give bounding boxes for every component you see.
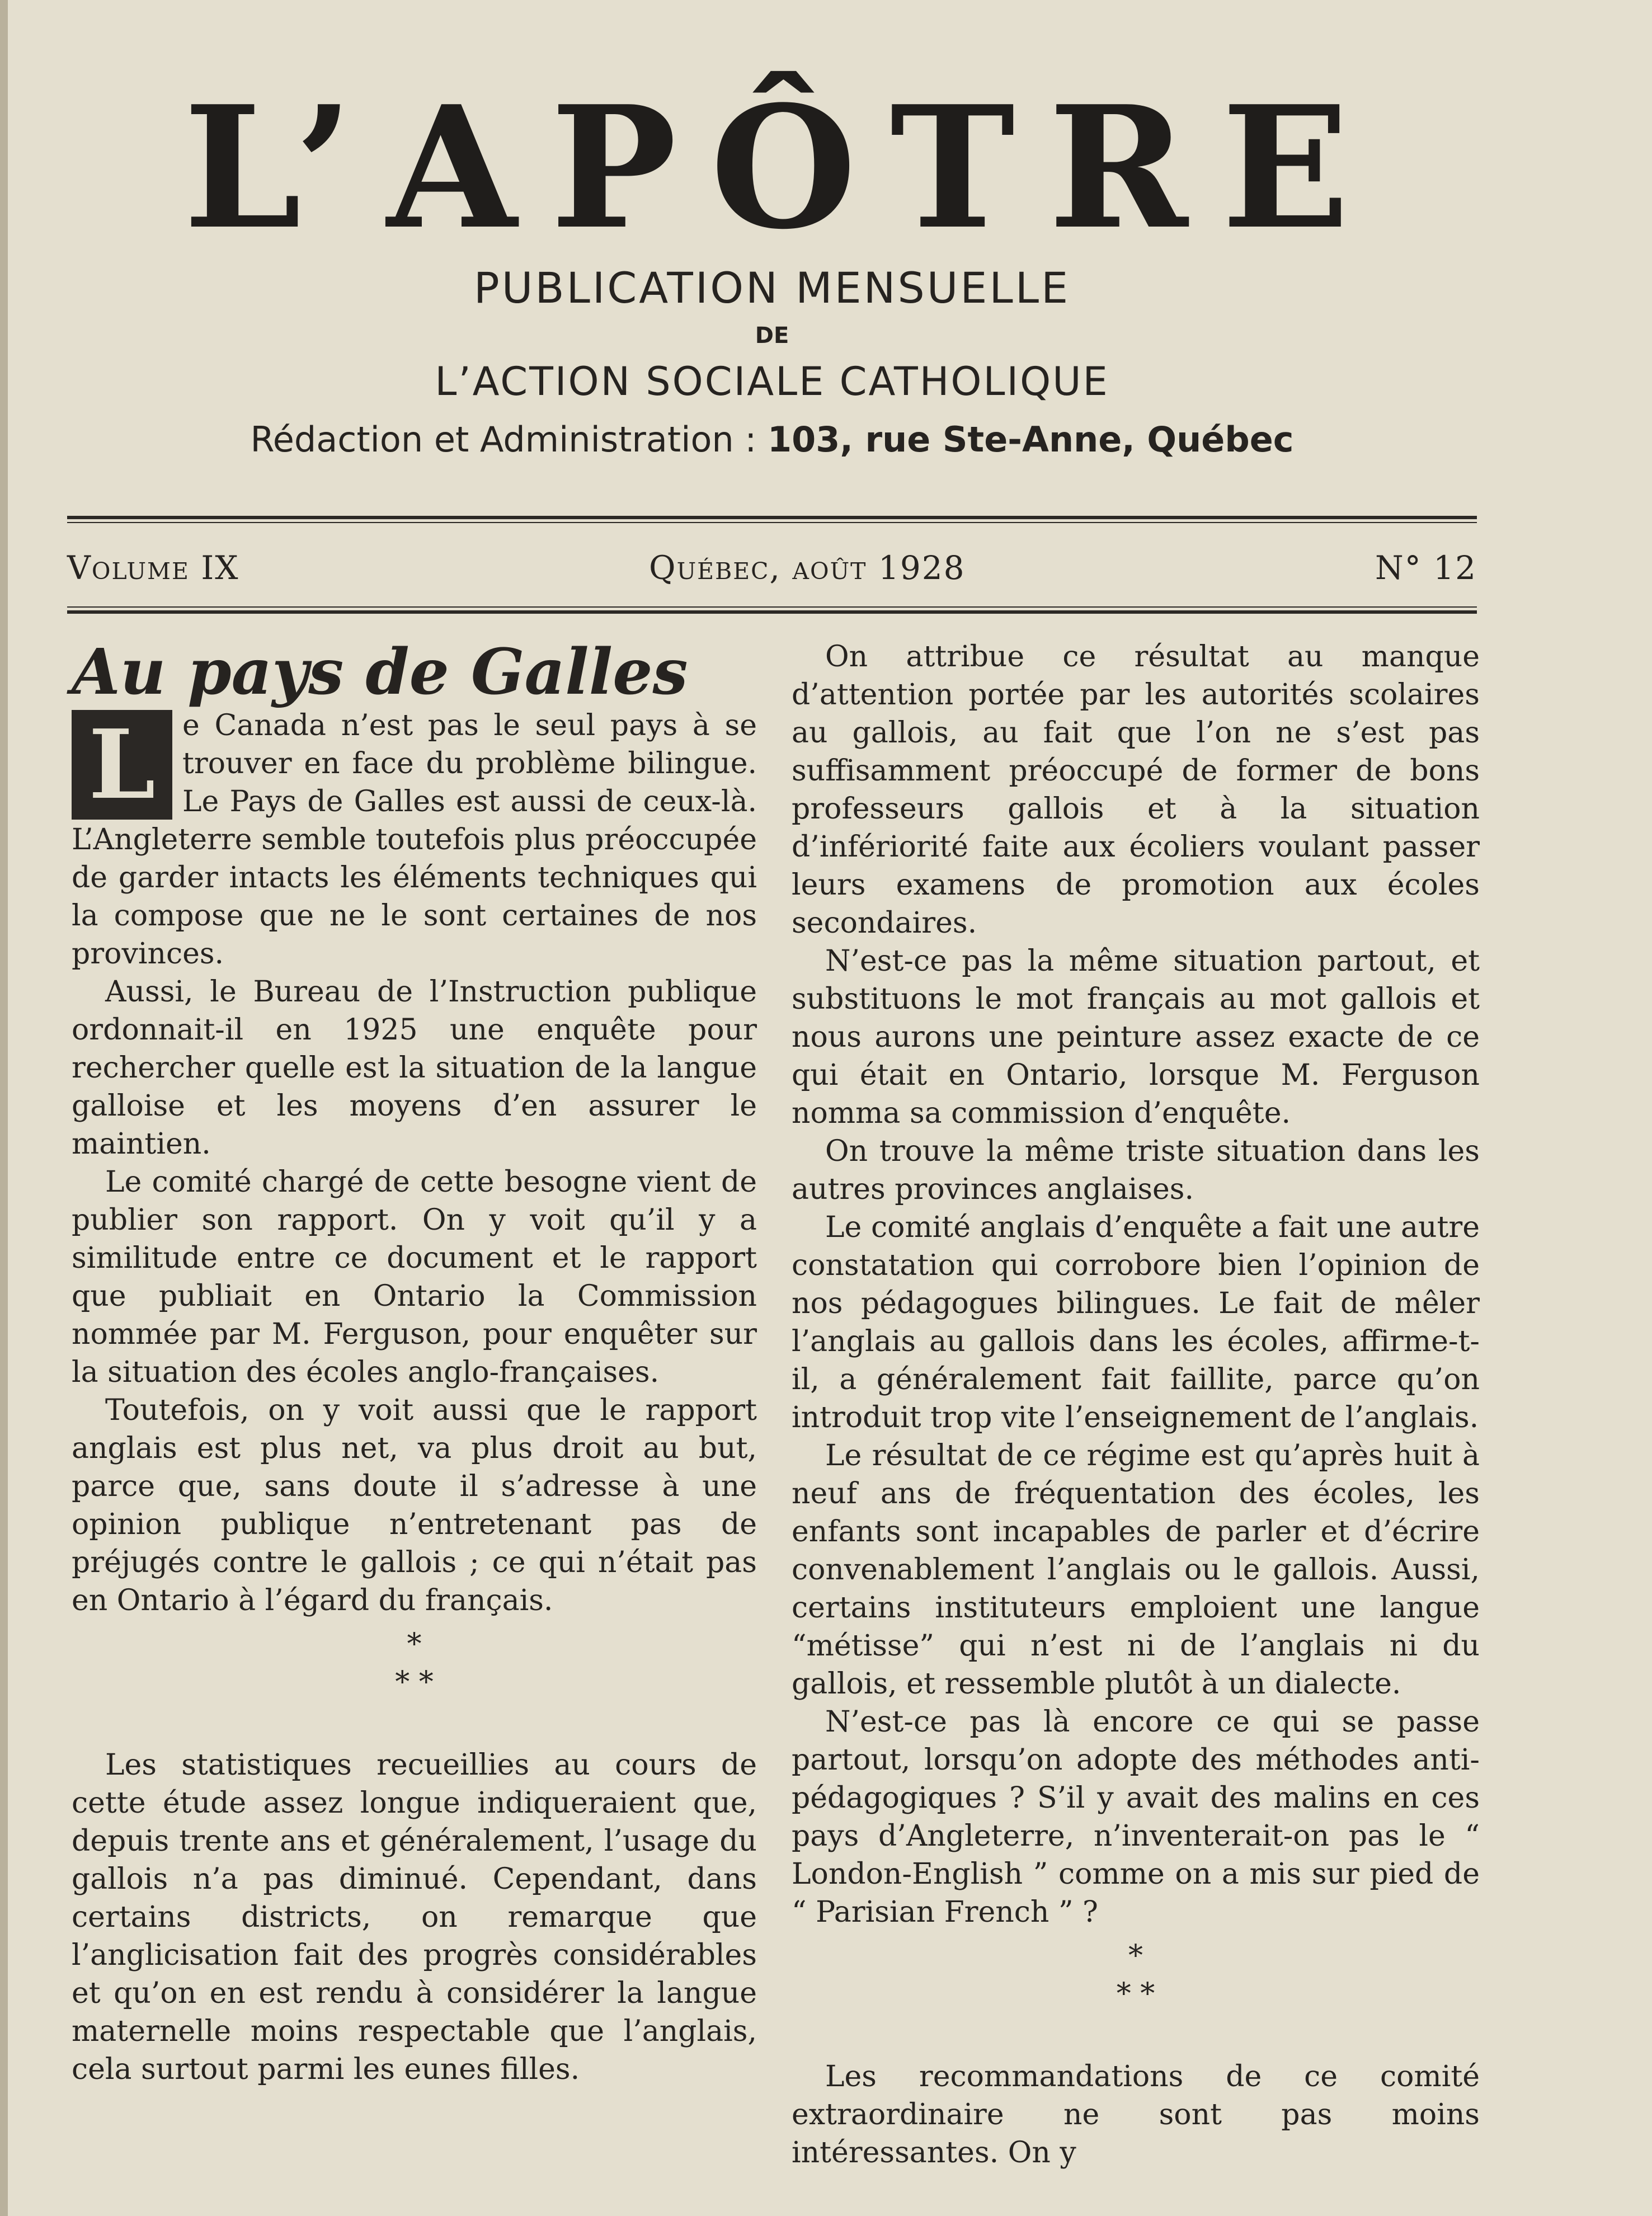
separator-star-top: * xyxy=(407,1627,422,1662)
issue-date: Québec, août 1928 xyxy=(649,549,966,587)
paragraph: N’est-ce pas là encore ce qui se passe partout, lorsqu’on adopte des méthodes anti-pédagogiques ? S’il y avait des malins en ces pays d’Angleterre, n’inventerait-on pas le “ London-English ” comme on a mis sur pied de “ Parisian French ” ? xyxy=(792,1705,1480,1929)
issue-number: N° 12 xyxy=(1375,549,1477,587)
separator-star-top: * xyxy=(1128,1939,1143,1973)
publisher-name: L’ACTION SOCIALE CATHOLIQUE xyxy=(435,359,1109,404)
address-label: Rédaction et Administration : xyxy=(250,419,757,460)
top-double-rule xyxy=(67,516,1477,523)
section-separator xyxy=(792,1937,1480,2013)
issue-info-bar xyxy=(67,545,1477,590)
journal-title: L’APÔTRE xyxy=(183,69,1383,266)
paragraph: Aussi, le Bureau de l’Instruction publique ordonnait-il en 1925 une enquête pour rechercher quelle est la situation de la langue galloise et les moyens d’en assurer le maintien. xyxy=(72,975,757,1161)
separator-stars-bottom: * * xyxy=(395,1665,434,1700)
paragraph: Le comité anglais d’enquête a fait une autre constatation qui corrobore bien l’opinion de nos pédagogues bilingues. Le fait de mêler l’anglais au gallois dans les écoles, affirme-t-il, a généralement fait faillite, parce qu’on introduit trop vite l’enseignement de l’anglais. xyxy=(792,1211,1480,1434)
paragraph: e Canada n’est pas le seul pays à se trouver en face du problème bilingue. Le Pays de Galles est aussi de ceux-là. L’Angleterre semble toutefois plus préoccupée de garder intacts les éléments techniques qui la compose que ne le sont certaines de nos provinces. xyxy=(72,709,757,971)
paragraph: Le comité chargé de cette besogne vient de publier son rapport. On y voit qu’il y a similitude entre ce document et le rapport que publiait en Ontario la Commission nommée par M. Ferguson, pour enquêter sur la situation des écoles anglo-françaises. xyxy=(72,1165,757,1390)
address-value: 103, rue Ste-Anne, Québec xyxy=(768,419,1294,460)
paragraph: Le résultat de ce régime est qu’après huit à neuf ans de fréquentation des écoles, les enfants sont incapables de parler et d’écrire convenablement l’anglais ou le gallois. Aussi, certains instituteurs emploient une langue “métisse” qui n’est ni de l’anglais ni du gallois, et ressemble plutôt à un dialecte. xyxy=(792,1439,1480,1701)
right-column xyxy=(792,638,1480,2172)
paragraph: Toutefois, on y voit aussi que le rapport anglais est plus net, va plus droit au but, parce que, sans doute il s’adresse à une opinion publique n’entretenant pas de préjugés contre le gallois ; ce qui n’était pas en Ontario à l’égard du français. xyxy=(72,1394,757,1618)
volume-label: Volume IX xyxy=(67,549,239,587)
section-separator xyxy=(72,1625,757,1701)
left-column xyxy=(72,638,757,2088)
paragraph: Les recommandations de ce comité extraordinaire ne sont pas moins intéressantes. On y xyxy=(792,2060,1480,2170)
paragraph: On trouve la même triste situation dans les autres provinces anglaises. xyxy=(792,1135,1480,1206)
separator-stars-bottom: * * xyxy=(1116,1977,1155,2011)
address-line xyxy=(67,419,1477,460)
subtitle-de: DE xyxy=(755,323,789,349)
masthead xyxy=(67,69,1477,460)
bottom-double-rule xyxy=(67,606,1477,614)
paragraph: On attribue ce résultat au manque d’attention portée par les autorités scolaires au gallois, au fait que l’on ne s’est pas suffisamment préoccupé de former de bons professeurs gallois et à la situation d’infériorité faite aux écoliers voulant passer leurs examens de promotion aux écoles secondaires. xyxy=(792,640,1480,940)
paragraph: Les statistiques recueillies au cours de cette étude assez longue indiqueraient que, depuis trente ans et généralement, l’usage du gallois n’a pas diminué. Cependant, dans certains districts, on remarque que l’anglicisation fait des progrès considérables et qu’on en est rendu à considérer la langue maternelle moins respectable que l’anglais, cela surtout parmi les eunes filles. xyxy=(72,1748,757,2087)
page-edge xyxy=(0,0,8,2216)
paragraph: N’est-ce pas la même situation partout, et substituons le mot français au mot gallois et nous aurons une peinture assez exacte de ce qui était en Ontario, lorsque M. Ferguson nomma sa commission d’enquête. xyxy=(792,944,1480,1130)
article-title: Au pays de Galles xyxy=(72,636,688,709)
journal-subtitle: PUBLICATION MENSUELLE xyxy=(473,263,1071,313)
drop-cap: L xyxy=(72,710,172,820)
